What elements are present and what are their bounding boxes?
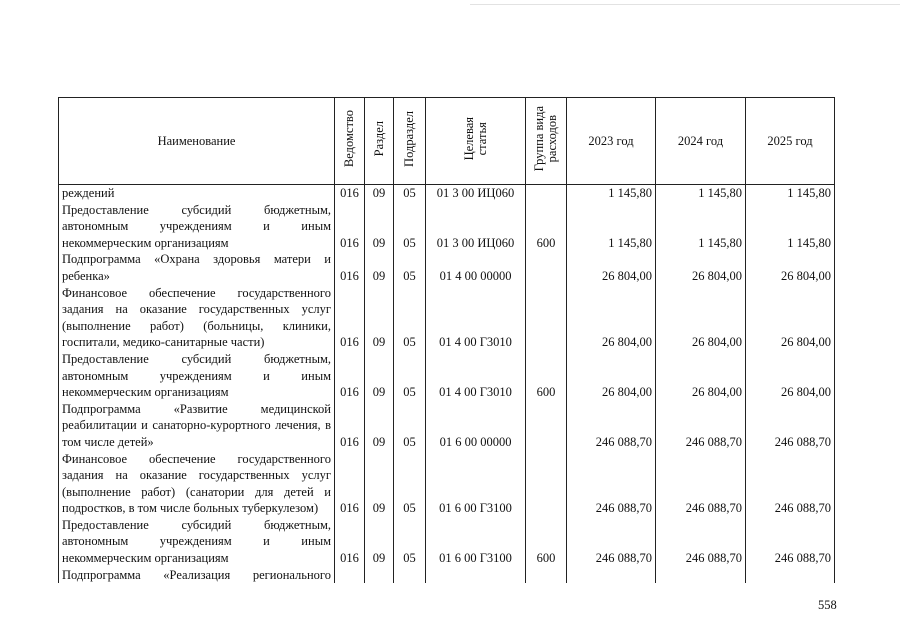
row-2025: 246 088,70 [746,451,835,517]
row-2024: 246 088,70 [656,401,746,451]
row-gruppa [526,451,567,517]
row-gruppa [526,401,567,451]
row-razdel: 09 [365,251,394,284]
row-razdel: 09 [365,285,394,351]
row-2024: 1 145,80 [656,202,746,252]
row-2025: 1 145,80 [746,185,835,202]
row-gruppa: 600 [526,351,567,401]
row-gruppa [526,285,567,351]
row-2025 [746,567,835,584]
row-podrazdel [394,567,426,584]
table-row [59,517,835,567]
row-name: Предоставление субсидий бюджетным, автономным учреждениям и иным некоммерческим организациям [59,517,335,567]
row-podrazdel: 05 [394,451,426,517]
row-podrazdel: 05 [394,401,426,451]
row-2023: 246 088,70 [567,451,656,517]
header-vedomstvo [335,98,365,185]
row-name: Финансовое обеспечение государственного задания на оказание государственных услуг (выполнение работ) (больницы, клиники, госпитали, медико-санитарные части) [59,285,335,351]
header-podrazdel [394,98,426,185]
row-gruppa: 600 [526,517,567,567]
row-2023: 246 088,70 [567,401,656,451]
header-gruppa-label [533,106,559,171]
header-2023: 2023 год [567,98,656,185]
table-row [59,401,835,451]
row-name: Подпрограмма «Развитие медицинской реабилитации и санаторно-курортного лечения, в том числе детей» [59,401,335,451]
header-celevaya-line1: Целевая [461,117,476,161]
row-2025: 246 088,70 [746,517,835,567]
row-2024: 246 088,70 [656,517,746,567]
table-row [59,185,835,202]
row-2024: 26 804,00 [656,285,746,351]
header-celevaya-line2: статья [474,122,489,156]
row-2023: 1 145,80 [567,202,656,252]
row-razdel [365,567,394,584]
table-row [59,251,835,284]
row-celevaya: 01 6 00 Г3100 [426,517,526,567]
row-2023: 26 804,00 [567,251,656,284]
header-name [59,98,335,185]
header-podrazdel-label: Подраздел [402,110,416,167]
row-name: реждений [59,185,335,202]
table-row [59,351,835,401]
row-2024: 26 804,00 [656,251,746,284]
row-2023: 1 145,80 [567,185,656,202]
row-2025: 26 804,00 [746,285,835,351]
row-2023 [567,567,656,584]
header-gruppa-line1: Группа вида [532,106,546,172]
row-name: Предоставление субсидий бюджетным, автономным учреждениям и иным некоммерческим организациям [59,202,335,252]
row-celevaya: 01 3 00 ИЦ060 [426,202,526,252]
row-podrazdel: 05 [394,202,426,252]
header-2025: 2025 год [746,98,835,185]
row-vedomstvo: 016 [335,202,365,252]
header-vedomstvo-label: Ведомство [342,110,356,168]
row-podrazdel: 05 [394,251,426,284]
row-vedomstvo: 016 [335,251,365,284]
row-razdel: 09 [365,401,394,451]
row-razdel: 09 [365,351,394,401]
row-celevaya: 01 3 00 ИЦ060 [426,185,526,202]
header-name-label: Наименование [157,133,236,148]
row-razdel: 09 [365,451,394,517]
row-vedomstvo: 016 [335,451,365,517]
row-gruppa [526,251,567,284]
row-celevaya: 01 4 00 Г3010 [426,285,526,351]
row-2023: 246 088,70 [567,517,656,567]
table-row [59,285,835,351]
row-vedomstvo: 016 [335,185,365,202]
row-name: Подпрограмма «Охрана здоровья матери и ребенка» [59,251,335,284]
row-razdel: 09 [365,202,394,252]
row-razdel: 09 [365,185,394,202]
header-celevaya-statya [426,98,526,185]
row-celevaya: 01 6 00 00000 [426,401,526,451]
header-gruppa-vida [526,98,567,185]
row-razdel: 09 [365,517,394,567]
row-2023: 26 804,00 [567,285,656,351]
row-celevaya [426,567,526,584]
row-name: Финансовое обеспечение государственного задания на оказание государственных услуг (выполнение работ) (санатории для детей и подростков, в том числе больных туберкулезом) [59,451,335,517]
row-gruppa: 600 [526,202,567,252]
header-2024: 2024 год [656,98,746,185]
row-podrazdel: 05 [394,517,426,567]
row-vedomstvo: 016 [335,517,365,567]
table-row [59,451,835,517]
row-vedomstvo: 016 [335,285,365,351]
row-podrazdel: 05 [394,185,426,202]
row-name: Предоставление субсидий бюджетным, автономным учреждениям и иным некоммерческим организациям [59,351,335,401]
row-2024: 26 804,00 [656,351,746,401]
table-row [59,567,835,584]
row-2024: 246 088,70 [656,451,746,517]
header-razdel-label: Раздел [371,121,386,157]
row-vedomstvo: 016 [335,351,365,401]
row-2023: 26 804,00 [567,351,656,401]
row-2024 [656,567,746,584]
row-2025: 26 804,00 [746,351,835,401]
header-celevaya-label [463,117,489,160]
row-podrazdel: 05 [394,285,426,351]
row-vedomstvo [335,567,365,584]
row-2025: 26 804,00 [746,251,835,284]
row-2025: 246 088,70 [746,401,835,451]
row-celevaya: 01 4 00 00000 [426,251,526,284]
row-vedomstvo: 016 [335,401,365,451]
table-row [59,202,835,252]
page-number: 558 [818,598,837,612]
row-celevaya: 01 4 00 Г3010 [426,351,526,401]
row-gruppa [526,567,567,584]
row-podrazdel: 05 [394,351,426,401]
budget-table [58,97,835,583]
row-2024: 1 145,80 [656,185,746,202]
header-razdel [365,98,394,185]
row-name: Подпрограмма «Реализация регионального [59,567,335,584]
table-header-row [59,98,835,185]
scan-top-edge [470,4,900,5]
header-gruppa-line2: расходов [545,115,559,163]
row-celevaya: 01 6 00 Г3100 [426,451,526,517]
row-gruppa [526,185,567,202]
row-2025: 1 145,80 [746,202,835,252]
